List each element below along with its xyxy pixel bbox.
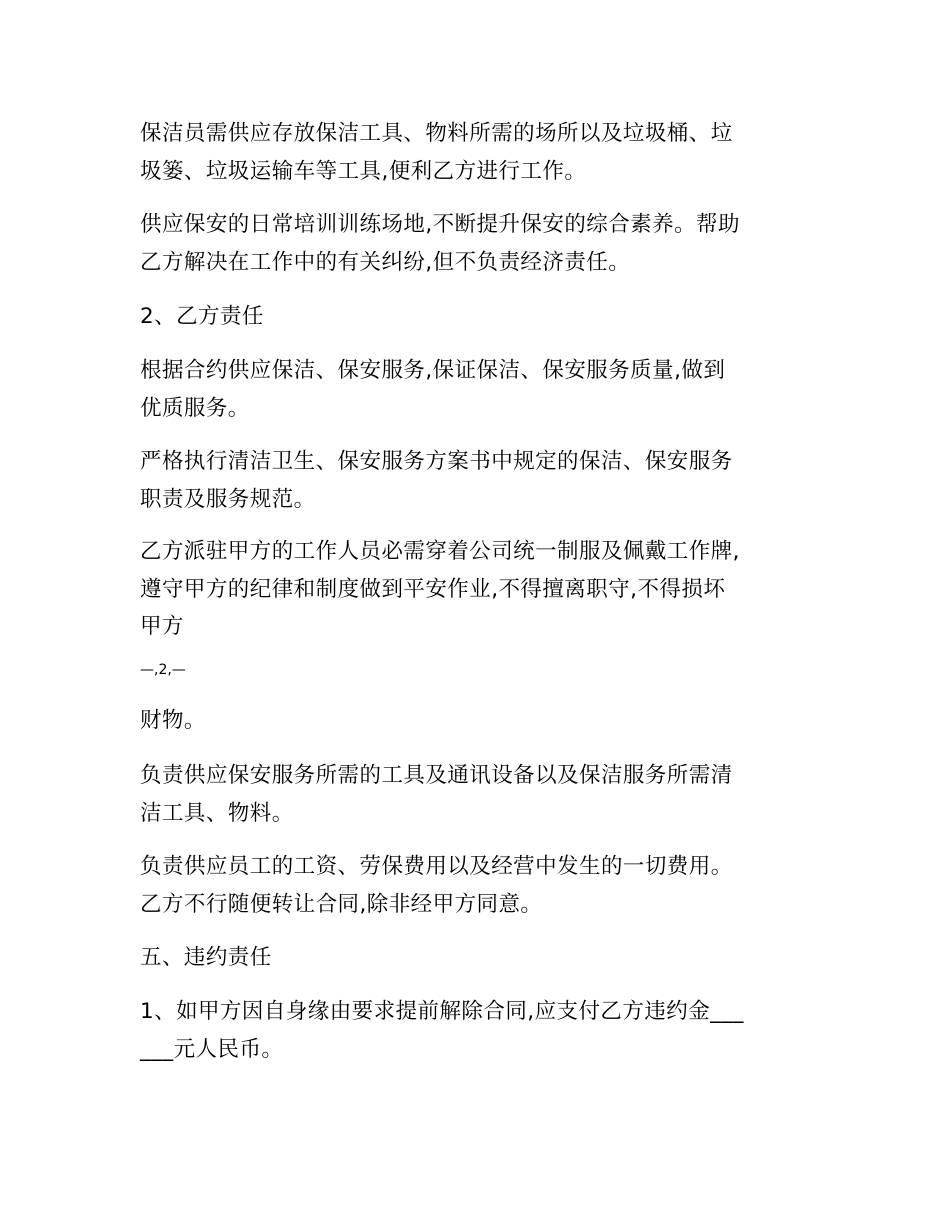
paragraph-security-training: 供应保安的日常培训训练场地,不断提升保安的综合素养。帮助 乙方解决在工作中的有关纠纷,但不负责经济责任。 [140, 212, 740, 275]
paragraph-staff-conduct: 乙方派驻甲方的工作人员必需穿着公司统一制服及佩戴工作牌, 遵守甲方的纪律和制度做到平安作业,不得擅离职守,不得损坏 甲方 [140, 539, 740, 639]
page-number-footer: —,2,— [140, 662, 186, 678]
paragraph-property: 财物。 [140, 708, 206, 733]
paragraph-wages: 负责供应员工的工资、劳保费用以及经营中发生的一切费用。 乙方不行随便转让合同,除非经甲方同意。 [140, 854, 733, 917]
heading-party-b-responsibility: 2、乙方责任 [140, 304, 264, 329]
paragraph-cleaning-supplies: 保洁员需供应存放保洁工具、物料所需的场所以及垃圾桶、垃 圾篓、垃圾运输车等工具,便利乙方进行工作。 [140, 121, 733, 184]
heading-breach-liability: 五、违约责任 [140, 945, 272, 970]
paragraph-equipment: 负责供应保安服务所需的工具及通讯设备以及保洁服务所需清 洁工具、物料。 [140, 763, 733, 826]
paragraph-service-standards: 严格执行清洁卫生、保安服务方案书中规定的保洁、保安服务 职责及服务规范。 [140, 449, 733, 512]
paragraph-penalty: 1、如甲方因自身缘由要求提前解除合同,应支付乙方违约金___ ___元人民币。 [140, 999, 744, 1062]
paragraph-service-quality: 根据合约供应保洁、保安服务,保证保洁、保安服务质量,做到 优质服务。 [140, 358, 726, 421]
